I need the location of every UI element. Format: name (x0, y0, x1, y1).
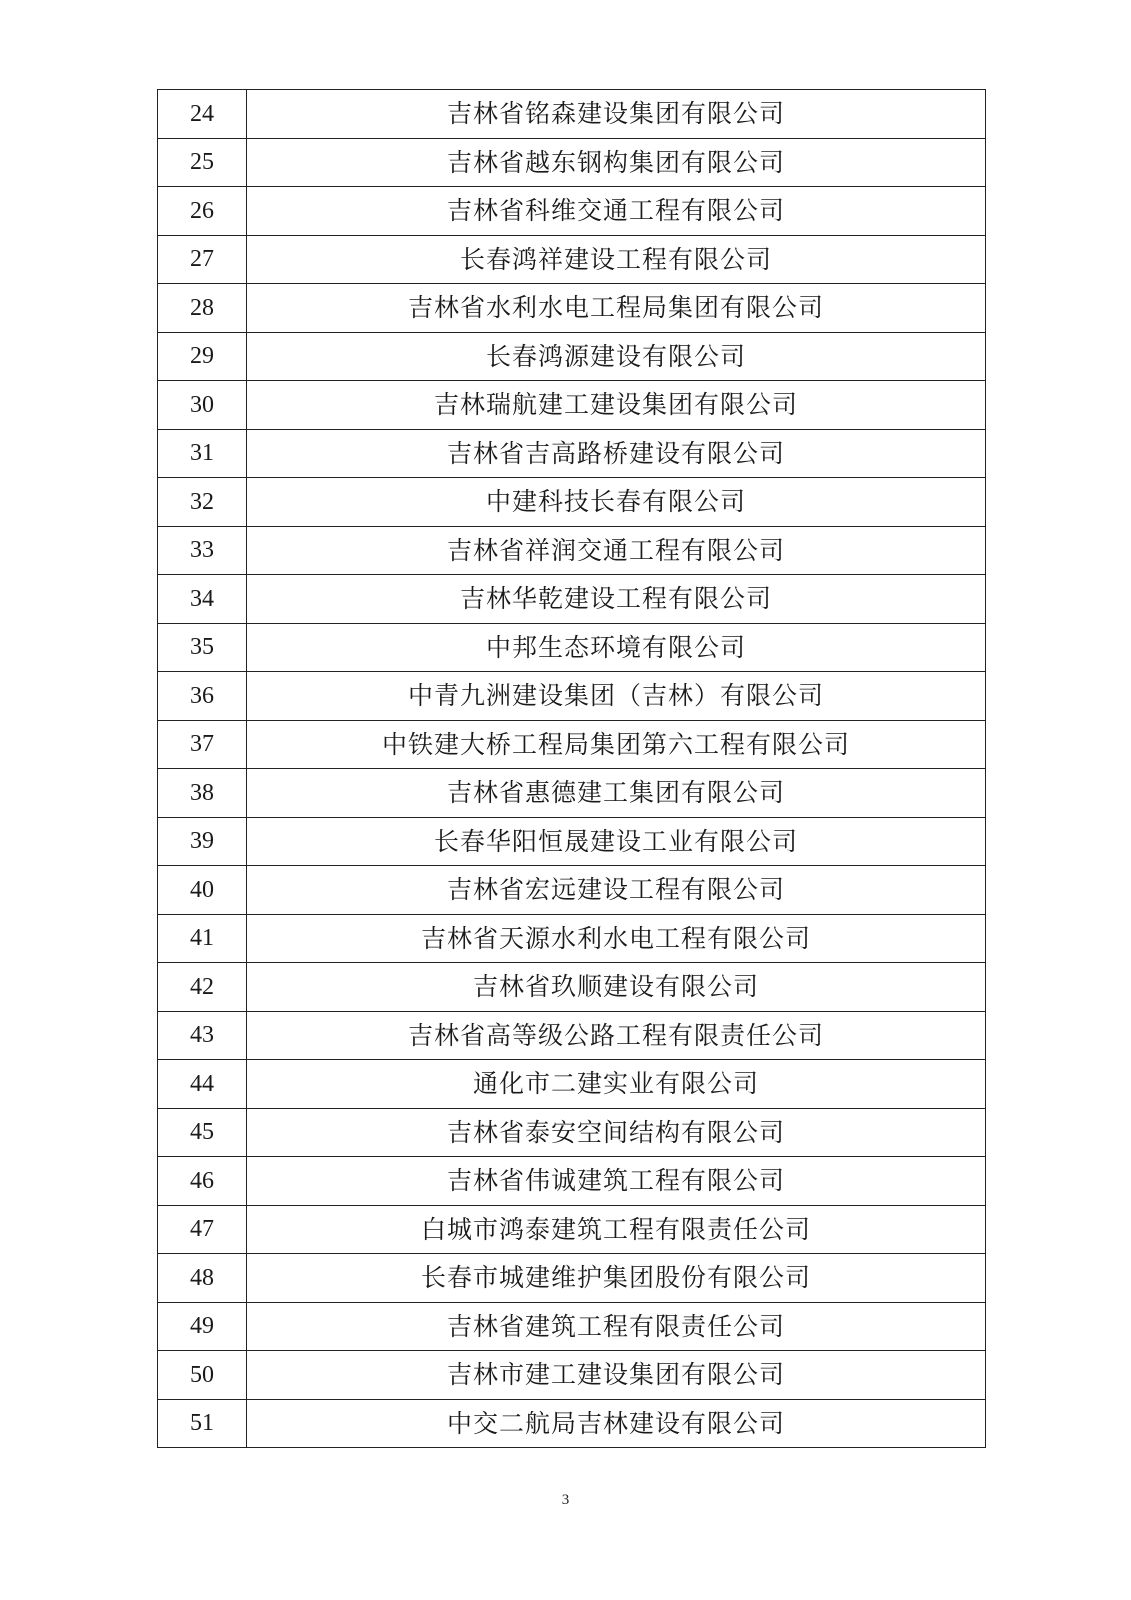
table-row (158, 478, 986, 527)
row-number-cell: 51 (158, 1399, 247, 1448)
company-list-table (157, 89, 986, 1448)
row-number-cell: 48 (158, 1254, 247, 1303)
company-name-cell: 吉林省伟诚建筑工程有限公司 (247, 1157, 986, 1206)
table-row (158, 1060, 986, 1109)
table-row (158, 526, 986, 575)
table-row (158, 429, 986, 478)
company-name-cell: 吉林省科维交通工程有限公司 (247, 187, 986, 236)
row-number-cell: 29 (158, 332, 247, 381)
row-number-cell: 49 (158, 1302, 247, 1351)
company-name-cell: 吉林省越东钢构集团有限公司 (247, 138, 986, 187)
company-name-cell: 吉林省吉高路桥建设有限公司 (247, 429, 986, 478)
company-name-cell: 吉林省高等级公路工程有限责任公司 (247, 1011, 986, 1060)
table-row (158, 187, 986, 236)
table-row (158, 284, 986, 333)
table-row (158, 1399, 986, 1448)
table-row (158, 1302, 986, 1351)
table-row (158, 1157, 986, 1206)
table-row (158, 1351, 986, 1400)
company-name-cell: 吉林省天源水利水电工程有限公司 (247, 914, 986, 963)
company-name-cell: 中青九洲建设集团（吉林）有限公司 (247, 672, 986, 721)
row-number-cell: 39 (158, 817, 247, 866)
company-name-cell: 吉林省铭森建设集团有限公司 (247, 90, 986, 139)
company-name-cell: 吉林瑞航建工建设集团有限公司 (247, 381, 986, 430)
company-name-cell: 吉林省宏远建设工程有限公司 (247, 866, 986, 915)
row-number-cell: 34 (158, 575, 247, 624)
company-name-cell: 吉林省建筑工程有限责任公司 (247, 1302, 986, 1351)
row-number-cell: 45 (158, 1108, 247, 1157)
row-number-cell: 30 (158, 381, 247, 430)
table-row (158, 914, 986, 963)
company-name-cell: 长春鸿源建设有限公司 (247, 332, 986, 381)
row-number-cell: 27 (158, 235, 247, 284)
company-name-cell: 长春华阳恒晟建设工业有限公司 (247, 817, 986, 866)
row-number-cell: 24 (158, 90, 247, 139)
row-number-cell: 31 (158, 429, 247, 478)
table-row (158, 381, 986, 430)
row-number-cell: 47 (158, 1205, 247, 1254)
row-number-cell: 44 (158, 1060, 247, 1109)
company-name-cell: 中邦生态环境有限公司 (247, 623, 986, 672)
company-name-cell: 吉林省祥润交通工程有限公司 (247, 526, 986, 575)
company-name-cell: 吉林省玖顺建设有限公司 (247, 963, 986, 1012)
table-row (158, 138, 986, 187)
row-number-cell: 26 (158, 187, 247, 236)
row-number-cell: 41 (158, 914, 247, 963)
table-row (158, 235, 986, 284)
table-row (158, 575, 986, 624)
row-number-cell: 28 (158, 284, 247, 333)
table-row (158, 1254, 986, 1303)
row-number-cell: 33 (158, 526, 247, 575)
company-name-cell: 吉林市建工建设集团有限公司 (247, 1351, 986, 1400)
table-row (158, 672, 986, 721)
company-name-cell: 吉林省泰安空间结构有限公司 (247, 1108, 986, 1157)
row-number-cell: 25 (158, 138, 247, 187)
company-list-body (158, 90, 986, 1448)
table-row (158, 866, 986, 915)
row-number-cell: 42 (158, 963, 247, 1012)
company-name-cell: 中交二航局吉林建设有限公司 (247, 1399, 986, 1448)
table-row (158, 90, 986, 139)
table-row (158, 623, 986, 672)
row-number-cell: 35 (158, 623, 247, 672)
company-name-cell: 吉林省水利水电工程局集团有限公司 (247, 284, 986, 333)
table-row (158, 332, 986, 381)
company-name-cell: 长春鸿祥建设工程有限公司 (247, 235, 986, 284)
company-name-cell: 中铁建大桥工程局集团第六工程有限公司 (247, 720, 986, 769)
company-name-cell: 吉林省惠德建工集团有限公司 (247, 769, 986, 818)
company-name-cell: 长春市城建维护集团股份有限公司 (247, 1254, 986, 1303)
row-number-cell: 36 (158, 672, 247, 721)
page-number: 3 (561, 1492, 570, 1508)
table-row (158, 720, 986, 769)
table-row (158, 1205, 986, 1254)
table-row (158, 769, 986, 818)
row-number-cell: 46 (158, 1157, 247, 1206)
row-number-cell: 38 (158, 769, 247, 818)
row-number-cell: 37 (158, 720, 247, 769)
row-number-cell: 43 (158, 1011, 247, 1060)
row-number-cell: 32 (158, 478, 247, 527)
row-number-cell: 50 (158, 1351, 247, 1400)
table-row (158, 963, 986, 1012)
table-row (158, 1011, 986, 1060)
table-row (158, 1108, 986, 1157)
row-number-cell: 40 (158, 866, 247, 915)
company-name-cell: 白城市鸿泰建筑工程有限责任公司 (247, 1205, 986, 1254)
company-name-cell: 通化市二建实业有限公司 (247, 1060, 986, 1109)
table-row (158, 817, 986, 866)
company-name-cell: 中建科技长春有限公司 (247, 478, 986, 527)
company-name-cell: 吉林华乾建设工程有限公司 (247, 575, 986, 624)
